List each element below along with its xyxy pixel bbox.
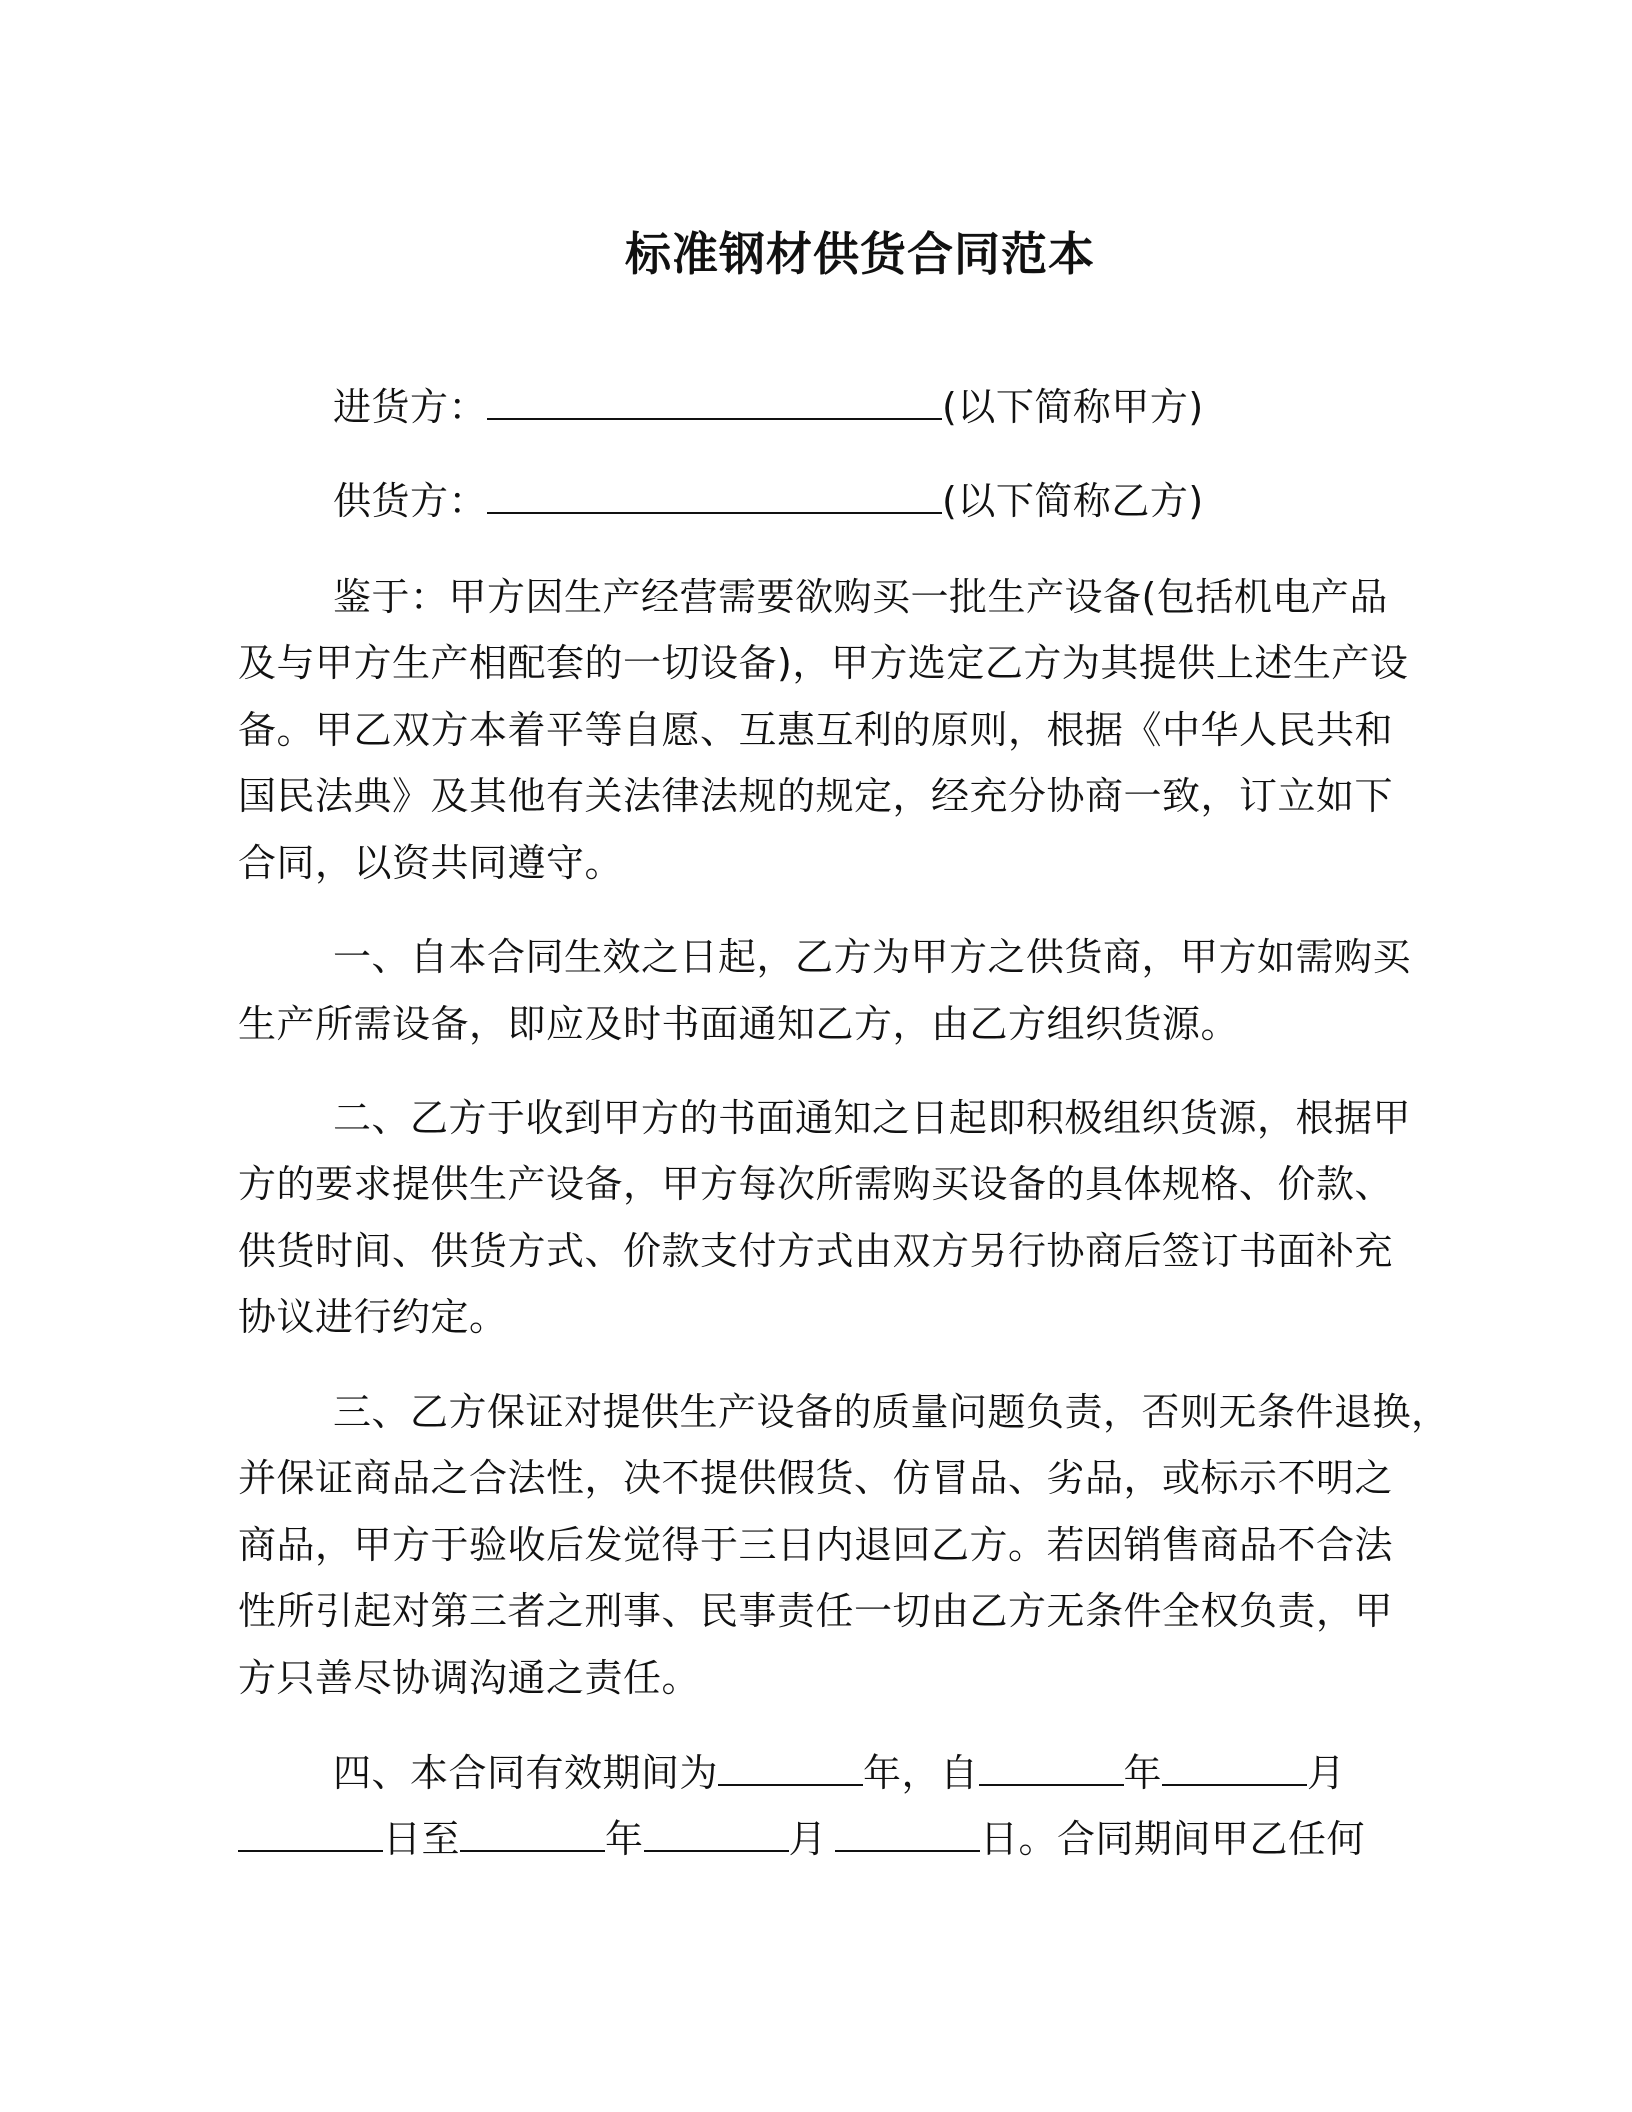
clause-3-line: 性所引起对第三者之刑事、民事责任一切由乙方无条件全权负责，甲 [238, 1589, 1394, 1633]
clause-4-text: 年 [1123, 1751, 1163, 1795]
clause-1-line: 一、自本合同生效之日起，乙方为甲方之供货商，甲方如需购买 [333, 935, 1412, 979]
preamble-line: 备。甲乙双方本着平等自愿、互惠互利的原则，根据《中华人民共和 [238, 708, 1394, 752]
start-month-blank[interactable] [1162, 1756, 1307, 1786]
clause-3-line: 方只善尽协调沟通之责任。 [238, 1656, 701, 1700]
end-month-blank[interactable] [644, 1822, 789, 1852]
end-year-blank[interactable] [460, 1822, 605, 1852]
clause-4-line [238, 1817, 1366, 1861]
clause-1-line: 生产所需设备，即应及时书面通知乙方，由乙方组织货源。 [238, 1002, 1240, 1046]
seller-label: 供货方： [333, 479, 488, 523]
clause-2-line: 方的要求提供生产设备，甲方每次所需购买设备的具体规格、价款、 [238, 1162, 1394, 1206]
clause-4-text: 四、本合同有效期间为 [333, 1751, 719, 1795]
preamble-line: 国民法典》及其他有关法律法规的规定，经充分协商一致，订立如下 [238, 774, 1394, 818]
clause-4-text: 日至 [383, 1817, 461, 1861]
clause-4-text: 年 [605, 1817, 644, 1861]
clause-3-line: 商品，甲方于验收后发觉得于三日内退回乙方。若因销售商品不合法 [238, 1523, 1394, 1567]
clause-3-line: 并保证商品之合法性，决不提供假货、仿冒品、劣品，或标示不明之 [238, 1456, 1394, 1500]
start-year-blank[interactable] [979, 1756, 1124, 1786]
buyer-label: 进货方： [333, 385, 488, 429]
term-years-blank[interactable] [718, 1756, 863, 1786]
clause-2-line: 协议进行约定。 [238, 1295, 508, 1339]
preamble-line: 鉴于：甲方因生产经营需要欲购买一批生产设备(包括机电产品 [333, 575, 1388, 619]
clause-4-line [333, 1751, 1346, 1795]
buyer-line [333, 385, 1204, 429]
clause-4-text: 年，自 [863, 1751, 979, 1795]
buyer-suffix: (以下简称甲方) [942, 385, 1204, 429]
clause-4-text: 月 [1307, 1751, 1346, 1795]
buyer-blank[interactable] [487, 390, 942, 420]
clause-4-text: 月 [788, 1817, 828, 1861]
clause-3-line: 三、乙方保证对提供生产设备的质量问题负责，否则无条件退换， [333, 1390, 1450, 1434]
start-day-blank[interactable] [238, 1822, 383, 1852]
preamble-line: 合同，以资共同遵守。 [238, 841, 624, 885]
preamble-line: 及与甲方生产相配套的一切设备)，甲方选定乙方为其提供上述生产设 [238, 641, 1409, 685]
end-day-blank[interactable] [835, 1822, 980, 1852]
clause-4-text: 日。合同期间甲乙任何 [980, 1817, 1366, 1861]
seller-line [333, 479, 1204, 523]
document-title: 标准钢材供货合同范本 [625, 227, 1095, 281]
clause-2-line: 供货时间、供货方式、价款支付方式由双方另行协商后签订书面补充 [238, 1229, 1394, 1273]
seller-suffix: (以下简称乙方) [942, 479, 1204, 523]
seller-blank[interactable] [487, 484, 942, 514]
clause-2-line: 二、乙方于收到甲方的书面通知之日起即积极组织货源，根据甲 [333, 1096, 1412, 1140]
